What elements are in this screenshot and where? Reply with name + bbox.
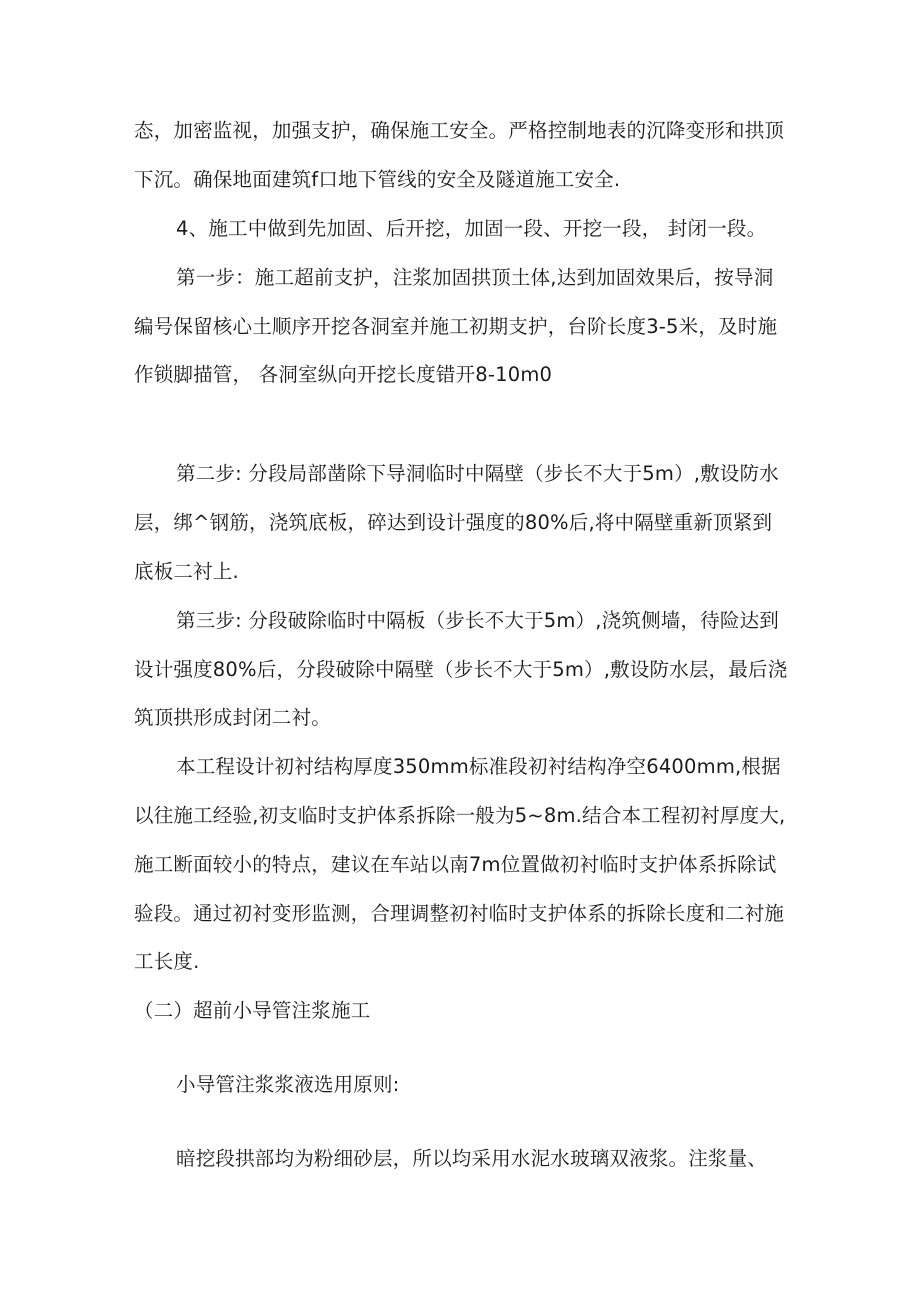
paragraph-line-20: 暗挖段拱部均为粉细砂层，所以均采用水泥水玻璃双液浆。注浆量、 [176,1147,768,1170]
paragraph-line-16: 验段。通过初衬变形监测，合理调整初衬临时支护体系的拆除长度和二衬施 [134,902,785,925]
paragraph-line-14: 以往施工经验,初支临时支护体系拆除一般为5~8m.结合本工程初衬厚度大, [134,804,786,827]
paragraph-line-3: 4、施工中做到先加固、后开挖，加固一段、开挖一段， 封闭一段。 [176,217,767,240]
paragraph-line-12: 筑顶拱形成封闭二衬。 [134,706,332,729]
paragraph-line-2: 下沉。确保地面建筑f口地下管线的安全及隧道施工安全. [134,168,621,191]
paragraph-line-10: 第三步: 分段破除临时中隔板（步长不大于5m）,浇筑侧墙，待险达到 [176,609,779,632]
paragraph-line-4: 第一步：施工超前支护，注浆加固拱顶土体,达到加固效果后，按导洞 [176,266,774,289]
paragraph-line-15: 施工断面较小的特点，建议在车站以南7m位置做初衬临时支护体系拆除试 [134,853,777,876]
paragraph-line-1: 态，加密监视，加强支护，确保施工安全。严格控制地表的沉降变形和拱顶 [134,119,785,142]
paragraph-line-13: 本工程设计初衬结构厚度350mm标准段初衬结构净空6400mm,根据 [176,755,781,778]
paragraph-line-7: 第二步: 分段局部凿除下导洞临时中隔壁（步长不大于5m）,敷设防水 [176,462,779,485]
paragraph-line-19: 小导管注浆浆液选用原则: [176,1073,400,1096]
paragraph-line-17: 工长度. [134,950,200,973]
section-heading: （二）超前小导管注浆施工 [134,999,371,1022]
paragraph-line-5: 编号保留核心土顺序开挖各洞室并施工初期支护，台阶长度3-5米，及时施 [134,315,778,338]
paragraph-line-9: 底板二衬上. [134,560,239,583]
paragraph-line-6: 作锁脚描管， 各洞室纵向开挖长度错开8-10m0 [134,363,553,386]
paragraph-line-11: 设计强度80%后，分段破除中隔壁（步长不大于5m）,敷设防水层，最后浇 [134,658,788,681]
paragraph-line-8: 层，绑^钢筋，浇筑底板，碎达到设计强度的80%后,将中隔壁重新顶紧到 [134,511,773,534]
